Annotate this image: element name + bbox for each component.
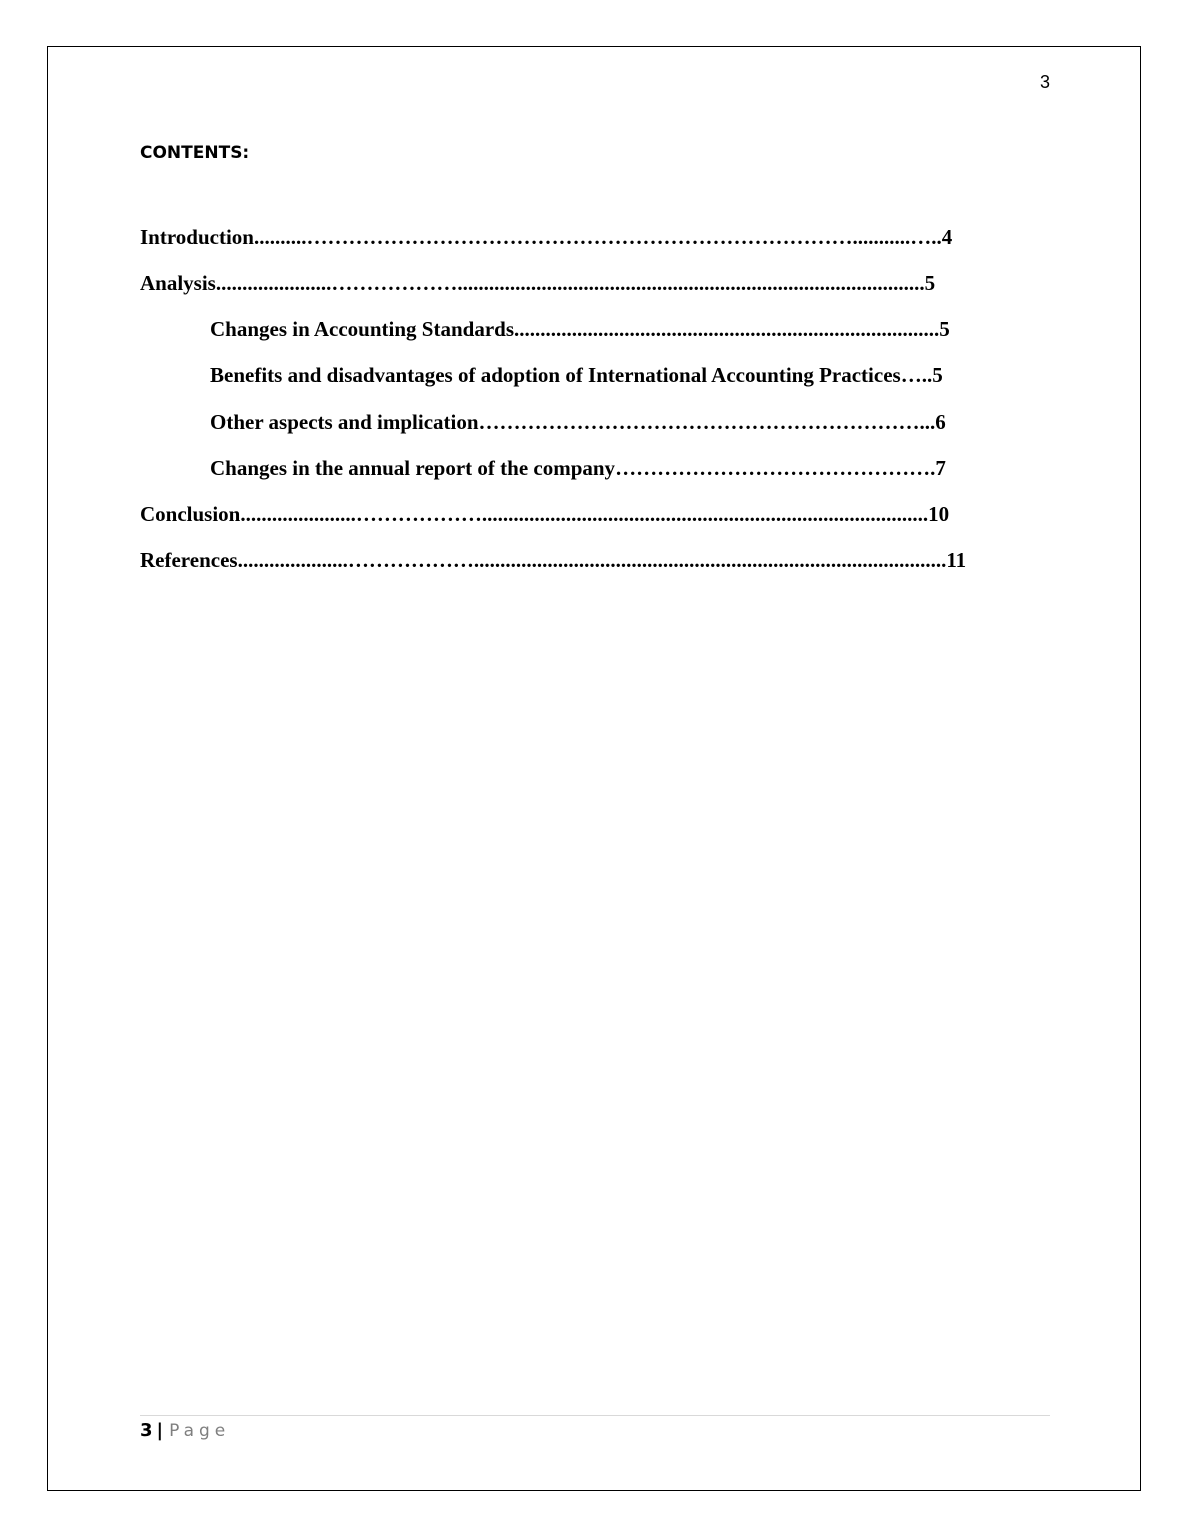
toc-entry-title: Changes in Accounting Standards — [210, 317, 514, 341]
toc-entry-leader: ….. — [900, 363, 933, 387]
toc-entry-conclusion[interactable] — [140, 501, 949, 527]
footer-rule — [140, 1415, 1050, 1416]
toc-entry-leader: .....................……………….......................................................................................... — [237, 548, 947, 572]
toc-entry-benefits-and-disadvantages[interactable] — [210, 362, 943, 388]
toc-entry-leader: ..........……………………………………………………………………...........….. — [253, 225, 942, 249]
toc-entry-page: 11 — [946, 548, 967, 572]
toc-entry-title: Conclusion — [140, 502, 241, 526]
toc-entry-leader: ......................………………......................................................................................... — [215, 271, 925, 295]
toc-entry-page: 10 — [928, 502, 950, 526]
toc-entry-title: Changes in the annual report of the company — [210, 456, 616, 480]
toc-entry-other-aspects[interactable] — [210, 409, 946, 435]
toc-entry-leader: ………………………………………………………... — [478, 410, 936, 434]
footer-page-word: Page — [169, 1421, 231, 1441]
toc-entry-references[interactable] — [140, 547, 966, 573]
footer-page-number: 3 — [140, 1420, 153, 1441]
footer — [140, 1420, 230, 1441]
toc-entry-page: 5 — [924, 271, 936, 295]
contents-heading: CONTENTS: — [140, 143, 250, 163]
toc-entry-page: 6 — [935, 410, 946, 434]
toc-entry-leader: ......................………………..................................................................................... — [240, 502, 929, 526]
toc-entry-changes-in-annual-report[interactable] — [210, 455, 946, 481]
toc-entry-page: 7 — [935, 456, 946, 480]
toc-entry-introduction[interactable] — [140, 224, 952, 250]
footer-separator: | — [156, 1420, 164, 1441]
toc-entry-title: References — [140, 548, 238, 572]
toc-entry-page: 5 — [932, 363, 943, 387]
toc-entry-leader: ………………………………………. — [615, 456, 936, 480]
table-of-contents — [0, 0, 1190, 700]
toc-entry-title: Other aspects and implication — [210, 410, 479, 434]
header-page-number: 3 — [1039, 72, 1050, 92]
toc-entry-analysis[interactable] — [140, 270, 935, 296]
toc-entry-title: Analysis — [140, 271, 216, 295]
toc-entry-title: Benefits and disadvantages of adoption of International Accounting Practices — [210, 363, 901, 387]
toc-entry-page: 4 — [941, 225, 953, 249]
toc-entry-page: 5 — [939, 317, 950, 341]
toc-entry-title: Introduction — [140, 225, 254, 249]
toc-entry-leader: ................................................................................. — [514, 317, 940, 341]
toc-entry-changes-in-accounting-standards[interactable] — [210, 316, 950, 342]
